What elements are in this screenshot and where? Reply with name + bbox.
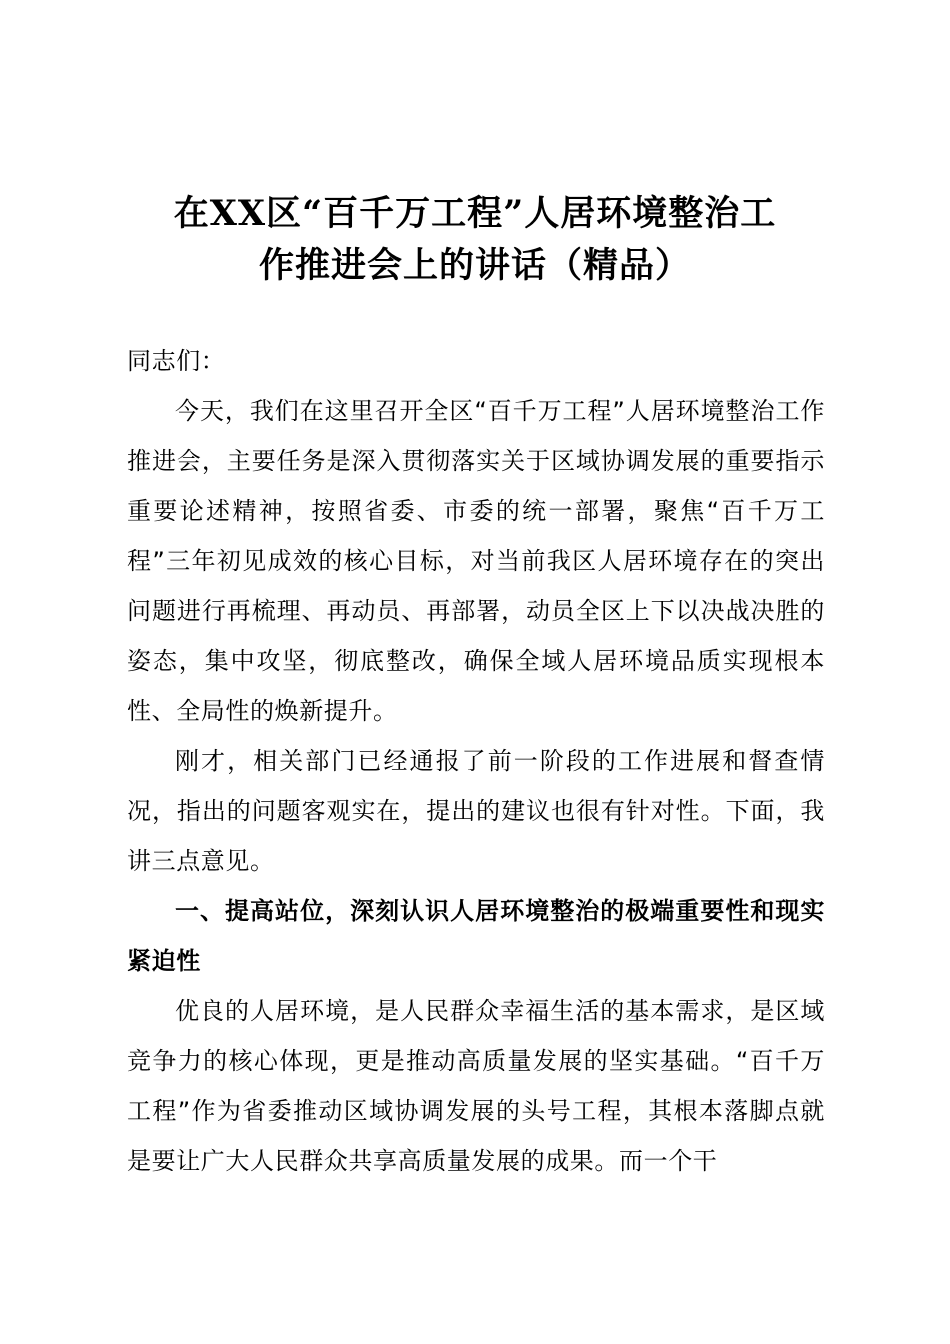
salutation: 同志们：	[127, 347, 226, 375]
title-line-1: 在XX区“百千万工程”人居环境整治工	[173, 193, 777, 234]
document-body	[127, 336, 825, 1186]
document-title	[100, 188, 850, 292]
paragraph-transition: 刚才，相关部门已经通报了前一阶段的工作进展和督查情况，指出的问题客观实在，提出的建议也很有针对性。下面，我讲三点意见。	[127, 747, 825, 875]
title-line-2: 作推进会上的讲话（精品）	[258, 245, 691, 286]
section-paragraph-1: 优良的人居环境，是人民群众幸福生活的基本需求，是区域竞争力的核心体现，更是推动高质量发展的坚实基础。“百千万工程”作为省委推动区域协调发展的头号工程，其根本落脚点就是要让广大人民群众共享高质量发展的成果。而一个干	[127, 997, 825, 1175]
section-heading-1: 一、提高站位，深刻认识人居环境整治的极端重要性和现实紧迫性	[127, 897, 825, 975]
paragraph-intro: 今天，我们在这里召开全区“百千万工程”人居环境整治工作推进会，主要任务是深入贯彻落实关于区域协调发展的重要指示重要论述精神，按照省委、市委的统一部署，聚焦“百千万工程”三年初见成效的核心目标，对当前我区人居环境存在的突出问题进行再梳理、再动员、再部署，动员全区上下以决战决胜的姿态，集中攻坚，彻底整改，确保全域人居环境品质实现根本性、全局性的焕新提升。	[127, 397, 825, 725]
